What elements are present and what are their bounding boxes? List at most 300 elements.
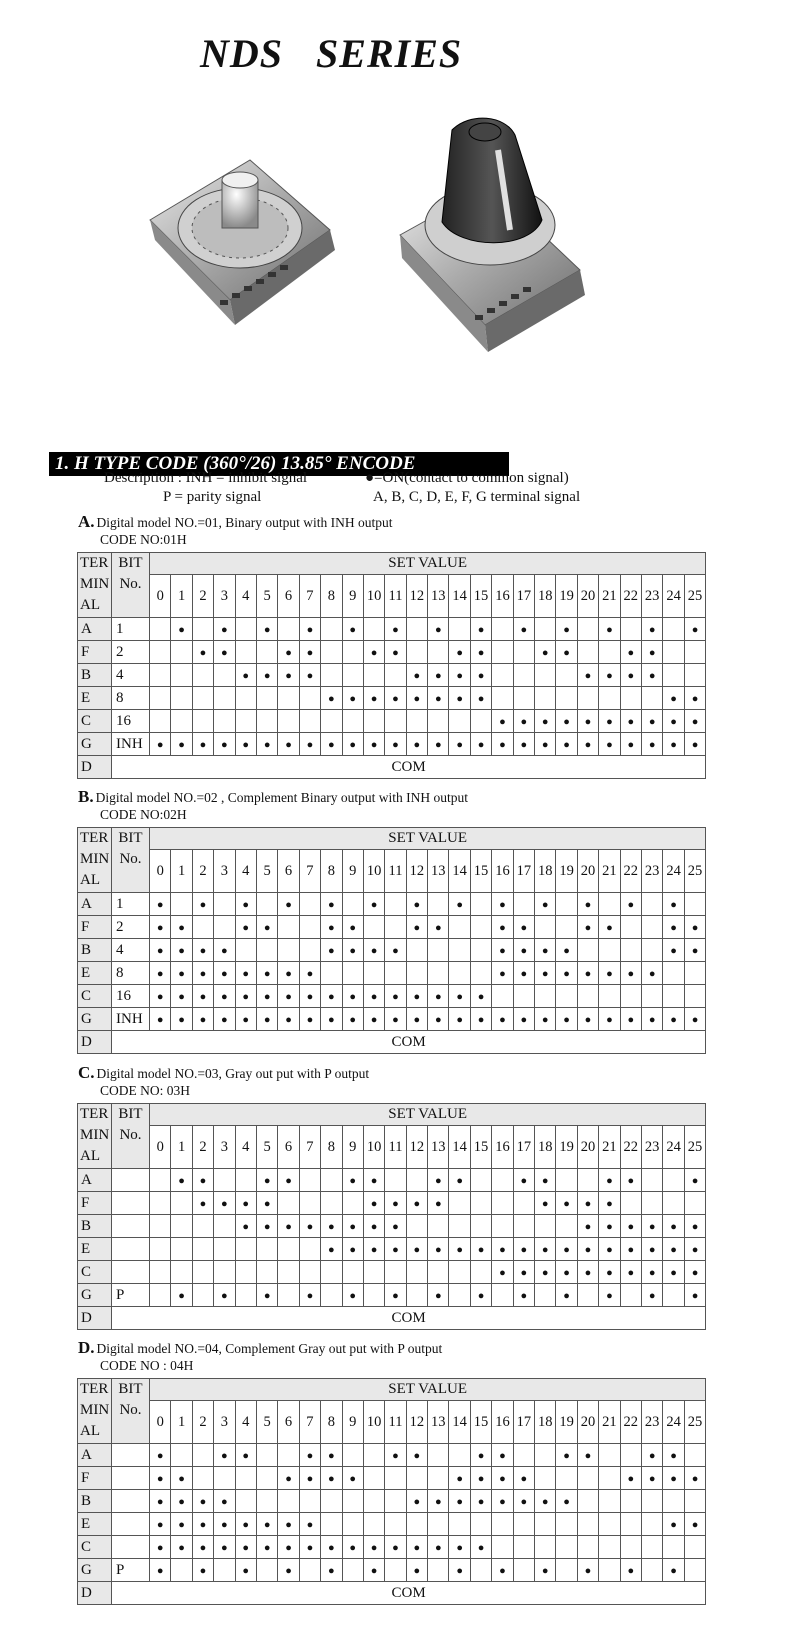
contact-cell bbox=[535, 916, 556, 939]
on-dot: ● bbox=[242, 967, 250, 980]
header-bit bbox=[112, 553, 150, 618]
contact-cell bbox=[363, 1513, 384, 1536]
contact-cell bbox=[449, 939, 470, 962]
set-value-number: 18 bbox=[535, 575, 556, 618]
set-value-number: 3 bbox=[214, 1401, 235, 1444]
contact-cell bbox=[470, 687, 491, 710]
set-value-number: 16 bbox=[492, 575, 513, 618]
set-value-number: 5 bbox=[256, 1126, 277, 1169]
contact-cell bbox=[299, 962, 320, 985]
contact-cell bbox=[428, 1008, 449, 1031]
on-dot: ● bbox=[648, 1013, 656, 1026]
set-value-number: 11 bbox=[385, 1401, 406, 1444]
on-dot: ● bbox=[563, 1449, 570, 1462]
contact-cell bbox=[256, 687, 277, 710]
contact-cell bbox=[620, 1169, 641, 1192]
contact-cell bbox=[150, 1192, 171, 1215]
terminal-label: D bbox=[78, 1031, 112, 1054]
contact-cell bbox=[513, 710, 534, 733]
on-dot: ● bbox=[327, 738, 335, 751]
header-set-value: SET VALUE bbox=[150, 553, 706, 575]
contact-cell bbox=[342, 641, 363, 664]
contact-cell bbox=[299, 664, 320, 687]
contact-cell bbox=[406, 985, 427, 1008]
contact-cell bbox=[449, 1238, 470, 1261]
on-dot: ● bbox=[178, 990, 185, 1003]
on-dot: ● bbox=[221, 1518, 228, 1531]
contact-cell bbox=[171, 664, 192, 687]
contact-cell bbox=[150, 962, 171, 985]
on-dot: ● bbox=[691, 1243, 699, 1256]
contact-cell bbox=[663, 1261, 684, 1284]
contact-cell bbox=[192, 687, 213, 710]
table-row bbox=[78, 1192, 706, 1215]
bit-label bbox=[112, 1490, 150, 1513]
contact-cell bbox=[321, 1238, 342, 1261]
contact-cell bbox=[620, 1536, 641, 1559]
on-dot: ● bbox=[584, 1013, 592, 1026]
contact-cell bbox=[641, 1215, 662, 1238]
on-dot: ● bbox=[178, 1013, 185, 1026]
contact-cell bbox=[363, 710, 384, 733]
set-value-number: 21 bbox=[599, 1401, 620, 1444]
code-number: CODE NO:01H bbox=[100, 532, 187, 547]
on-dot: ● bbox=[327, 944, 335, 957]
on-dot: ● bbox=[199, 738, 207, 751]
contact-cell bbox=[235, 1284, 256, 1307]
contact-cell bbox=[150, 1215, 171, 1238]
contact-cell bbox=[535, 618, 556, 641]
on-dot: ● bbox=[156, 1495, 164, 1508]
set-value-number: 16 bbox=[492, 1126, 513, 1169]
contact-cell bbox=[556, 733, 577, 756]
on-dot: ● bbox=[156, 921, 164, 934]
on-dot: ● bbox=[606, 1174, 613, 1187]
contact-cell bbox=[150, 1536, 171, 1559]
contact-cell bbox=[663, 687, 684, 710]
set-value-number: 10 bbox=[363, 850, 384, 893]
common-cell: COM bbox=[112, 1031, 706, 1054]
contact-cell bbox=[513, 1215, 534, 1238]
contact-cell bbox=[406, 641, 427, 664]
contact-cell bbox=[214, 733, 235, 756]
model-letter: C. bbox=[78, 1063, 95, 1082]
set-value-number: 0 bbox=[150, 1401, 171, 1444]
on-dot: ● bbox=[563, 1243, 570, 1256]
contact-cell bbox=[385, 1192, 406, 1215]
contact-cell bbox=[342, 687, 363, 710]
contact-cell bbox=[192, 733, 213, 756]
contact-cell bbox=[620, 985, 641, 1008]
contact-cell bbox=[278, 939, 299, 962]
model-letter: B. bbox=[78, 787, 94, 806]
contact-cell bbox=[599, 1284, 620, 1307]
set-value-number: 10 bbox=[363, 1401, 384, 1444]
contact-cell bbox=[256, 664, 277, 687]
contact-cell bbox=[577, 1169, 598, 1192]
contact-cell bbox=[513, 1238, 534, 1261]
on-dot: ● bbox=[606, 1197, 613, 1210]
contact-cell bbox=[492, 1513, 513, 1536]
contact-cell bbox=[684, 733, 706, 756]
contact-cell bbox=[577, 710, 598, 733]
set-value-number: 13 bbox=[428, 1126, 449, 1169]
on-dot: ● bbox=[670, 1564, 677, 1577]
contact-cell bbox=[599, 1008, 620, 1031]
contact-cell bbox=[192, 939, 213, 962]
contact-cell bbox=[363, 618, 384, 641]
contact-cell bbox=[406, 1513, 427, 1536]
set-value-number: 14 bbox=[449, 850, 470, 893]
set-value-number: 7 bbox=[299, 850, 320, 893]
contact-cell bbox=[192, 1238, 213, 1261]
on-dot: ● bbox=[242, 1013, 250, 1026]
on-dot: ● bbox=[670, 898, 677, 911]
contact-cell bbox=[470, 710, 491, 733]
contact-cell bbox=[278, 687, 299, 710]
table-row-common bbox=[78, 1031, 706, 1054]
contact-cell bbox=[470, 1490, 491, 1513]
on-dot: ● bbox=[199, 944, 207, 957]
on-dot: ● bbox=[349, 944, 357, 957]
contact-cell bbox=[256, 1284, 277, 1307]
contact-cell bbox=[428, 664, 449, 687]
bit-label: 4 bbox=[112, 939, 150, 962]
on-dot: ● bbox=[392, 623, 399, 636]
on-dot: ● bbox=[263, 967, 271, 980]
on-dot: ● bbox=[584, 921, 592, 934]
contact-cell bbox=[513, 1008, 534, 1031]
contact-cell bbox=[599, 641, 620, 664]
on-dot: ● bbox=[541, 1564, 549, 1577]
set-value-number: 20 bbox=[577, 850, 598, 893]
set-value-number: 10 bbox=[363, 575, 384, 618]
on-dot: ● bbox=[327, 692, 335, 705]
on-dot: ● bbox=[648, 715, 656, 728]
contact-cell bbox=[171, 641, 192, 664]
contact-cell bbox=[171, 1284, 192, 1307]
set-value-number: 19 bbox=[556, 575, 577, 618]
on-dot: ● bbox=[327, 1449, 335, 1462]
set-value-number: 10 bbox=[363, 1126, 384, 1169]
set-value-number: 8 bbox=[321, 575, 342, 618]
set-value-number: 3 bbox=[214, 575, 235, 618]
set-value-number: 0 bbox=[150, 1126, 171, 1169]
set-value-number: 13 bbox=[428, 850, 449, 893]
contact-cell bbox=[321, 939, 342, 962]
on-dot: ● bbox=[477, 1449, 485, 1462]
contact-cell bbox=[620, 1467, 641, 1490]
on-dot: ● bbox=[178, 1289, 185, 1302]
contact-cell bbox=[684, 893, 706, 916]
on-dot: ● bbox=[221, 738, 228, 751]
table-row bbox=[78, 641, 706, 664]
set-value-number: 19 bbox=[556, 1126, 577, 1169]
set-value-number: 22 bbox=[620, 575, 641, 618]
set-value-number: 5 bbox=[256, 1401, 277, 1444]
contact-cell bbox=[192, 641, 213, 664]
contact-cell bbox=[577, 1284, 598, 1307]
on-dot: ● bbox=[327, 898, 335, 911]
set-value-number: 24 bbox=[663, 1401, 684, 1444]
contact-cell bbox=[556, 1261, 577, 1284]
on-dot: ● bbox=[648, 1449, 656, 1462]
header-terminal-text: MIN bbox=[80, 1402, 110, 1418]
on-dot: ● bbox=[606, 1289, 613, 1302]
model-title bbox=[78, 512, 393, 532]
contact-cell bbox=[599, 1444, 620, 1467]
on-dot: ● bbox=[456, 646, 463, 659]
on-dot: ● bbox=[627, 967, 635, 980]
terminal-label: F bbox=[78, 641, 112, 664]
on-dot: ● bbox=[306, 1220, 314, 1233]
on-dot: ● bbox=[199, 1013, 207, 1026]
set-value-number: 3 bbox=[214, 850, 235, 893]
contact-cell bbox=[577, 1559, 598, 1582]
description-parity: P = parity signal bbox=[163, 489, 262, 505]
on-dot: ● bbox=[221, 967, 228, 980]
contact-cell bbox=[385, 1490, 406, 1513]
on-dot: ● bbox=[456, 669, 463, 682]
contact-cell bbox=[278, 985, 299, 1008]
contact-cell bbox=[192, 1169, 213, 1192]
set-value-number: 24 bbox=[663, 850, 684, 893]
on-dot: ● bbox=[221, 623, 228, 636]
bit-label bbox=[112, 1536, 150, 1559]
set-value-number: 15 bbox=[470, 1126, 491, 1169]
contact-cell bbox=[192, 1008, 213, 1031]
contact-cell bbox=[535, 1215, 556, 1238]
contact-cell bbox=[278, 1284, 299, 1307]
contact-cell bbox=[363, 1467, 384, 1490]
contact-cell bbox=[428, 1169, 449, 1192]
on-dot: ● bbox=[306, 1541, 314, 1554]
contact-cell bbox=[385, 1215, 406, 1238]
contact-cell bbox=[428, 1490, 449, 1513]
contact-cell bbox=[684, 1169, 706, 1192]
header-terminal-text: AL bbox=[80, 1148, 100, 1164]
on-dot: ● bbox=[499, 738, 506, 751]
on-dot: ● bbox=[263, 1518, 271, 1531]
contact-cell bbox=[535, 1284, 556, 1307]
contact-cell bbox=[406, 1490, 427, 1513]
header-set-value: SET VALUE bbox=[150, 1379, 706, 1401]
contact-cell bbox=[150, 939, 171, 962]
contact-cell bbox=[406, 1284, 427, 1307]
on-dot: ● bbox=[520, 1495, 528, 1508]
contact-cell bbox=[256, 733, 277, 756]
on-dot: ● bbox=[178, 1541, 185, 1554]
contact-cell bbox=[235, 687, 256, 710]
on-dot: ● bbox=[627, 646, 635, 659]
contact-cell bbox=[556, 939, 577, 962]
contact-cell bbox=[620, 1008, 641, 1031]
on-dot: ● bbox=[499, 1564, 506, 1577]
contact-cell bbox=[513, 733, 534, 756]
on-dot: ● bbox=[670, 1266, 677, 1279]
on-dot: ● bbox=[477, 738, 485, 751]
contact-cell bbox=[342, 1215, 363, 1238]
contact-cell bbox=[556, 1284, 577, 1307]
contact-cell bbox=[385, 939, 406, 962]
on-dot: ● bbox=[541, 944, 549, 957]
set-value-number: 7 bbox=[299, 1401, 320, 1444]
on-dot: ● bbox=[648, 646, 656, 659]
contact-cell bbox=[556, 664, 577, 687]
on-dot: ● bbox=[670, 715, 677, 728]
contact-cell bbox=[641, 641, 662, 664]
contact-cell bbox=[299, 687, 320, 710]
on-dot: ● bbox=[306, 1013, 314, 1026]
on-dot: ● bbox=[648, 967, 656, 980]
contact-cell bbox=[620, 939, 641, 962]
contact-cell bbox=[684, 1536, 706, 1559]
on-dot: ● bbox=[499, 1495, 506, 1508]
contact-cell bbox=[513, 1513, 534, 1536]
on-dot: ● bbox=[327, 1564, 335, 1577]
on-dot: ● bbox=[499, 1243, 506, 1256]
on-dot: ● bbox=[670, 1518, 677, 1531]
contact-cell bbox=[256, 1261, 277, 1284]
contact-cell bbox=[342, 1008, 363, 1031]
contact-cell bbox=[321, 916, 342, 939]
table-row bbox=[78, 1215, 706, 1238]
on-dot: ● bbox=[199, 967, 207, 980]
set-value-number: 17 bbox=[513, 1401, 534, 1444]
on-dot: ● bbox=[434, 1243, 442, 1256]
contact-cell bbox=[150, 985, 171, 1008]
set-value-number: 1 bbox=[171, 1126, 192, 1169]
contact-cell bbox=[342, 939, 363, 962]
contact-cell bbox=[428, 1467, 449, 1490]
contact-cell bbox=[535, 1238, 556, 1261]
code-number: CODE NO : 04H bbox=[100, 1358, 194, 1373]
contact-cell bbox=[449, 1008, 470, 1031]
set-value-number: 7 bbox=[299, 575, 320, 618]
on-dot: ● bbox=[178, 1174, 185, 1187]
contact-cell bbox=[192, 618, 213, 641]
set-value-number: 11 bbox=[385, 850, 406, 893]
contact-cell bbox=[278, 1444, 299, 1467]
contact-cell bbox=[599, 1215, 620, 1238]
contact-cell bbox=[363, 1261, 384, 1284]
on-dot: ● bbox=[691, 1289, 699, 1302]
on-dot: ● bbox=[199, 990, 207, 1003]
contact-cell bbox=[599, 916, 620, 939]
contact-cell bbox=[492, 1192, 513, 1215]
contact-cell bbox=[620, 1261, 641, 1284]
set-value-number: 13 bbox=[428, 1401, 449, 1444]
on-dot: ● bbox=[691, 1174, 699, 1187]
contact-cell bbox=[492, 1169, 513, 1192]
on-dot: ● bbox=[306, 1449, 314, 1462]
contact-cell bbox=[641, 939, 662, 962]
contact-cell bbox=[342, 1467, 363, 1490]
on-dot: ● bbox=[541, 738, 549, 751]
contact-cell bbox=[385, 618, 406, 641]
bit-label: INH bbox=[112, 733, 150, 756]
contact-cell bbox=[406, 733, 427, 756]
on-dot: ● bbox=[392, 1541, 399, 1554]
on-dot: ● bbox=[520, 623, 528, 636]
contact-cell bbox=[406, 1008, 427, 1031]
contact-cell bbox=[406, 1467, 427, 1490]
table-row bbox=[78, 1261, 706, 1284]
on-dot: ● bbox=[221, 646, 228, 659]
contact-cell bbox=[235, 1008, 256, 1031]
on-dot: ● bbox=[221, 1197, 228, 1210]
header-terminal bbox=[78, 1379, 112, 1444]
on-dot: ● bbox=[327, 1013, 335, 1026]
set-value-number: 15 bbox=[470, 575, 491, 618]
contact-cell bbox=[470, 1215, 491, 1238]
on-dot: ● bbox=[392, 1289, 399, 1302]
contact-cell bbox=[363, 1444, 384, 1467]
set-value-number: 18 bbox=[535, 1401, 556, 1444]
contact-cell bbox=[299, 893, 320, 916]
on-dot: ● bbox=[413, 669, 421, 682]
contact-cell bbox=[406, 687, 427, 710]
contact-cell bbox=[406, 1169, 427, 1192]
set-value-number: 11 bbox=[385, 575, 406, 618]
contact-cell bbox=[406, 1192, 427, 1215]
contact-cell bbox=[428, 1261, 449, 1284]
contact-cell bbox=[342, 1284, 363, 1307]
table-row bbox=[78, 962, 706, 985]
contact-cell bbox=[641, 1467, 662, 1490]
contact-cell bbox=[620, 641, 641, 664]
on-dot: ● bbox=[327, 1541, 335, 1554]
on-dot: ● bbox=[563, 1289, 570, 1302]
table-row bbox=[78, 687, 706, 710]
bit-label bbox=[112, 1192, 150, 1215]
set-value-number: 15 bbox=[470, 1401, 491, 1444]
contact-cell bbox=[299, 1559, 320, 1582]
set-value-number: 21 bbox=[599, 850, 620, 893]
on-dot: ● bbox=[691, 715, 699, 728]
contact-cell bbox=[470, 1284, 491, 1307]
on-dot: ● bbox=[648, 1220, 656, 1233]
contact-cell bbox=[406, 1559, 427, 1582]
contact-cell bbox=[278, 1536, 299, 1559]
contact-cell bbox=[235, 1490, 256, 1513]
table-row bbox=[78, 916, 706, 939]
contact-cell bbox=[385, 641, 406, 664]
model-description: Digital model NO.=02 , Complement Binary output with INH output bbox=[95, 790, 469, 805]
contact-cell bbox=[535, 1490, 556, 1513]
contact-cell bbox=[535, 893, 556, 916]
contact-cell bbox=[556, 985, 577, 1008]
on-dot: ● bbox=[584, 1243, 592, 1256]
on-dot: ● bbox=[221, 944, 228, 957]
on-dot: ● bbox=[584, 1449, 592, 1462]
on-dot: ● bbox=[520, 1472, 528, 1485]
contact-cell bbox=[556, 893, 577, 916]
contact-cell bbox=[235, 916, 256, 939]
on-dot: ● bbox=[627, 1174, 635, 1187]
contact-cell bbox=[535, 985, 556, 1008]
on-dot: ● bbox=[541, 646, 549, 659]
page-title: NDS SERIES bbox=[200, 31, 463, 76]
contact-cell bbox=[641, 985, 662, 1008]
contact-cell bbox=[385, 1261, 406, 1284]
contact-cell bbox=[256, 1192, 277, 1215]
on-dot: ● bbox=[499, 967, 506, 980]
on-dot: ● bbox=[349, 921, 357, 934]
contact-cell bbox=[192, 1536, 213, 1559]
on-dot: ● bbox=[156, 990, 164, 1003]
contact-cell bbox=[342, 1536, 363, 1559]
